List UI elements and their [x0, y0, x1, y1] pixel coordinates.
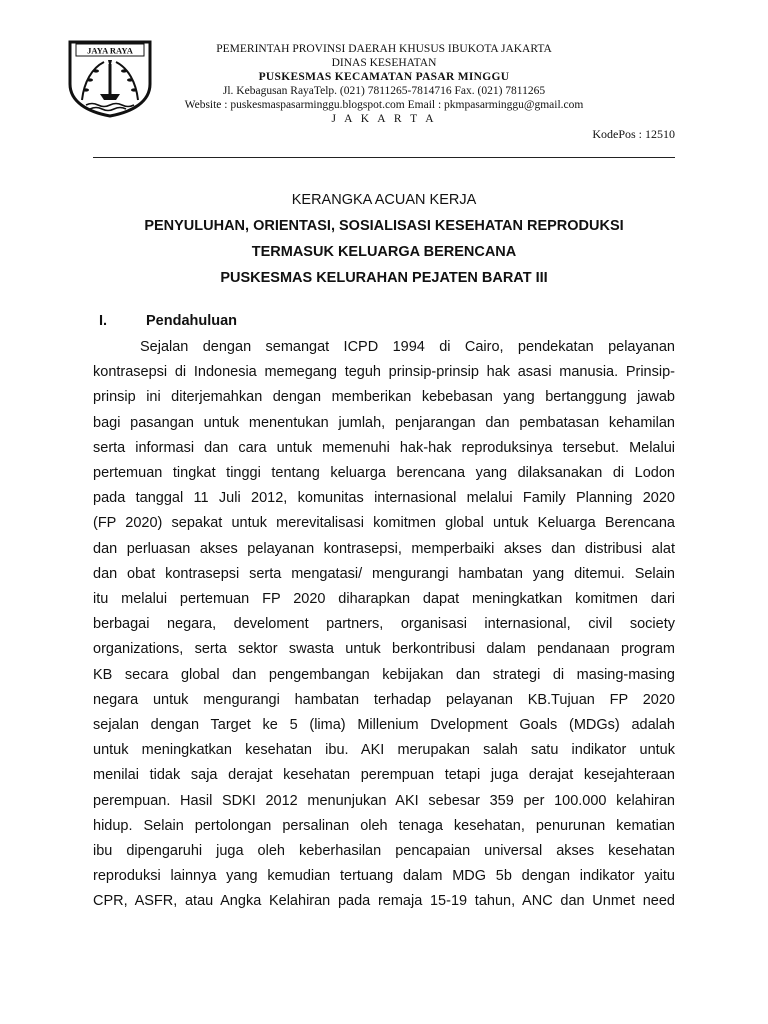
paragraph-line: organizations, serta sektor swasta untuk berkontribusi dalam pendanaan program [93, 641, 675, 658]
jaya-raya-emblem-icon [66, 38, 154, 118]
paragraph-line: berbagai negara, develoment partners, organisasi internasional, civil society [93, 616, 675, 633]
title-line-2: PENYULUHAN, ORIENTASI, SOSIALISASI KESEHATAN REPRODUKSI [144, 218, 624, 234]
department-name: DINAS KESEHATAN [331, 57, 437, 69]
paragraph-line: pertemuan tingkat tinggi tentang keluarga berencana yang dilaksanakan di Lodon [93, 465, 675, 482]
institution-name: PUSKESMAS KECAMATAN PASAR MINGGU [258, 71, 510, 83]
postal-code: KodePos : 12510 [592, 127, 675, 141]
website-email-line: Website : puskesmaspasarminggu.blogspot.com Email : pkmpasarminggu@gmail.com [184, 99, 584, 111]
paragraph-line: menilai tidak saja derajat kesehatan perempuan tetapi juga derajat kesejahteraan [93, 767, 675, 784]
paragraph-line: negara untuk mengurangi hambatan terhadap pelayanan KB.Tujuan FP 2020 [93, 691, 675, 708]
letterhead [0, 0, 768, 160]
paragraph-line: dan perluasan akses pelayanan kontrasepsi, memperbaiki akses dan distribusi alat [93, 540, 675, 557]
paragraph-line: ibu dipengaruhi juga oleh keberhasilan pencapaian universal akses kesehatan [93, 843, 675, 860]
paragraph-line: dan obat kontrasepsi serta mengatasi/ mengurangi hambatan yang ditemui. Selain [93, 565, 675, 582]
emblem-motto: JAYA RAYA [87, 45, 133, 56]
city-name: J A K A R T A [331, 113, 437, 125]
section-heading [99, 313, 237, 329]
paragraph-line: bagi pasangan untuk menentukan jumlah, penjarangan dan pembatasan kehamilan [93, 414, 675, 431]
body-paragraph [93, 335, 675, 915]
paragraph-line: KB secara global dan pengembangan kebijakan dan strategi di masing-masing [93, 666, 675, 683]
paragraph-line: pada tanggal 11 Juli 2012, komunitas internasional melalui Family Planning 2020 [93, 490, 675, 507]
paragraph-line: (FP 2020) sepakat untuk merevitalisasi komitmen global untuk Keluarga Berencana [93, 515, 675, 532]
section-title: Pendahuluan [146, 313, 238, 329]
paragraph-line: CPR, ASFR, atau Angka Kelahiran pada remaja 15-19 tahun, ANC dan Unmet need [93, 893, 675, 910]
paragraph-line: hidup. Selain pertolongan persalinan oleh tenaga kesehatan, penurunan kematian [93, 817, 675, 834]
paragraph-line: perempuan. Hasil SDKI 2012 menunjukan AKI sebesar 359 per 100.000 kelahiran [93, 792, 675, 809]
letterhead-divider [93, 157, 675, 158]
address-line: Jl. Kebagusan RayaTelp. (021) 7811265-7814716 Fax. (021) 7811265 [222, 85, 546, 97]
paragraph-line: reproduksi lainnya yang kemudian tertuang dalam MDG 5b dengan indikator yaitu [93, 868, 675, 885]
title-line-4: PUSKESMAS KELURAHAN PEJATEN BARAT III [220, 270, 548, 286]
document-title [93, 187, 675, 291]
paragraph-line: prinsip ini diterjemahkan dengan memberikan kebebasan yang bertanggung jawab [93, 389, 675, 406]
letterhead-text [150, 42, 618, 126]
title-line-1: KERANGKA ACUAN KERJA [291, 192, 477, 208]
section-number: I. [99, 313, 108, 329]
paragraph-line: sejalan dengan Target ke 5 (lima) Millenium Dvelopment Goals (MDGs) adalah [93, 717, 675, 734]
government-name: PEMERINTAH PROVINSI DAERAH KHUSUS IBUKOTA JAKARTA [216, 43, 552, 55]
paragraph-line: untuk meningkatkan kesehatan ibu. AKI merupakan salah satu indikator untuk [93, 742, 675, 759]
paragraph-line: itu melalui pertemuan FP 2020 diharapkan dapat meningkatkan komitmen dari [93, 591, 675, 608]
title-line-3: TERMASUK KELUARGA BERENCANA [251, 244, 517, 260]
paragraph-line: kontrasepsi di Indonesia memegang teguh prinsip-prinsip hak asasi manusia. Prinsip- [93, 364, 675, 381]
paragraph-line: serta informasi dan cara untuk memenuhi hak-hak reproduksinya tersebut. Melalui [93, 439, 675, 456]
paragraph-line: Sejalan dengan semangat ICPD 1994 di Cairo, pendekatan pelayanan [140, 339, 675, 355]
